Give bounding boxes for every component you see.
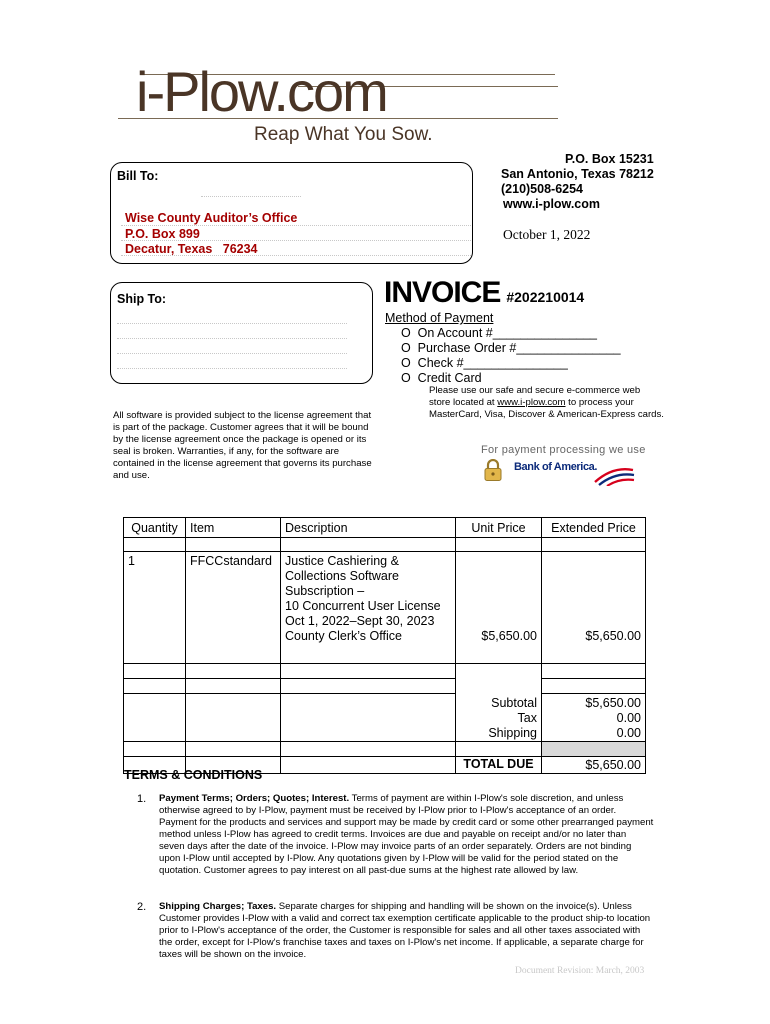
- table-header-row: [124, 518, 646, 538]
- bill-to-box: [110, 162, 473, 264]
- ship-to-box: [110, 282, 373, 384]
- ecommerce-text-end: to process your MasterCard, Visa, Discover & American-Express cards.: [429, 397, 664, 420]
- subtotal-value: $5,650.00: [585, 696, 641, 710]
- payment-option-check: O Check #_______________: [401, 356, 568, 370]
- payment-option-credit-card: O Credit Card: [401, 371, 482, 385]
- company-website: www.i-plow.com: [503, 197, 600, 211]
- company-address: [501, 152, 671, 212]
- header-extended-price: Extended Price: [542, 518, 646, 538]
- company-logo: [118, 62, 558, 157]
- totals-row: [124, 694, 646, 742]
- description-line: Subscription –: [285, 584, 365, 598]
- payment-processing-label: For payment processing we use: [481, 444, 646, 456]
- row-quantity: 1: [124, 552, 186, 664]
- bill-to-label: Bill To:: [117, 169, 159, 183]
- payment-methods: [385, 311, 621, 386]
- row-extended-price: $5,650.00: [542, 552, 646, 664]
- invoice-heading: [384, 276, 584, 310]
- header-item: Item: [186, 518, 281, 538]
- subtotal-label: Subtotal: [491, 695, 537, 710]
- table-row: [124, 552, 646, 664]
- company-city: San Antonio, Texas 78212: [501, 167, 654, 181]
- header-unit-price: Unit Price: [456, 518, 542, 538]
- document-revision: Document Revision: March, 2003: [515, 966, 645, 976]
- row-description: [281, 552, 456, 664]
- ship-to-label: Ship To:: [117, 292, 167, 306]
- term-item: [137, 901, 654, 961]
- bank-of-america-logo: [481, 456, 636, 486]
- company-phone: (210)508-6254: [501, 182, 584, 196]
- term-number: 2.: [137, 901, 147, 913]
- ecommerce-text: Please use our safe and secure e-commerce web store located at: [429, 385, 641, 408]
- company-po-box: P.O. Box 15231: [565, 152, 654, 166]
- logo-wordmark: i-Plow.com: [136, 60, 387, 123]
- invoice-items-table: [123, 517, 646, 774]
- bank-flag-icon: [593, 466, 635, 486]
- row-unit-price: $5,650.00: [456, 552, 542, 664]
- shipping-label: Shipping: [488, 725, 537, 740]
- invoice-number: #202210014: [506, 289, 585, 305]
- bill-to-line: Wise County Auditor’s Office: [125, 211, 298, 225]
- bill-to-line: P.O. Box 899: [125, 226, 200, 241]
- description-line: 10 Concurrent User License: [285, 599, 441, 613]
- shipping-value: 0.00: [616, 726, 641, 740]
- total-due-value: $5,650.00: [542, 757, 646, 774]
- term-body: Separate charges for shipping and handling will be shown on the invoice(s). Unless Customer provides I-Plow with a valid and correct tax exemption certificate applicable to the product ship-to location prior to I-Plow's acceptance of the order, the Customer is responsible for sales and all other taxes associated with the order, except for I-Plow's franchise taxes and taxes on I-Plow's net income. If applicable, a separate charge for taxes will be shown on the invoice.: [159, 901, 651, 960]
- description-line: Oct 1, 2022–Sept 30, 2023: [285, 614, 435, 628]
- invoice-title: INVOICE: [384, 276, 501, 309]
- terms-title: TERMS & CONDITIONS: [124, 768, 263, 782]
- term-heading: Payment Terms; Orders; Quotes; Interest.: [159, 793, 350, 804]
- table-empty-row: [124, 679, 646, 694]
- totals-values: [542, 694, 646, 742]
- tax-label: Tax: [517, 710, 537, 725]
- header-quantity: Quantity: [124, 518, 186, 538]
- description-line: County Clerk’s Office: [285, 629, 402, 643]
- term-number: 1.: [137, 793, 147, 805]
- ecommerce-note: [429, 385, 664, 421]
- totals-labels: [456, 694, 542, 742]
- description-line: Collections Software: [285, 569, 399, 583]
- logo-tagline: Reap What You Sow.: [254, 124, 433, 145]
- bank-name: Bank of America.: [514, 461, 598, 473]
- bill-to-line: Decatur, Texas 76234: [125, 242, 258, 256]
- license-note: All software is provided subject to the license agreement that is part of the package. Customer agrees that it will be bound by the license agreement once the package is opened or its seal is broken. Warranties, if any, for the software are contained in the license agreement that governs its purchase and use.: [113, 410, 372, 481]
- table-empty-row: [124, 742, 646, 757]
- payment-option-on-account: O On Account #_______________: [401, 326, 597, 340]
- padlock-icon: [483, 459, 503, 481]
- payment-header: Method of Payment: [385, 311, 494, 325]
- invoice-date: October 1, 2022: [503, 227, 591, 242]
- total-due-label: TOTAL DUE: [456, 757, 542, 774]
- term-heading: Shipping Charges; Taxes.: [159, 901, 277, 912]
- header-description: Description: [281, 518, 456, 538]
- row-item: FFCCstandard: [186, 552, 281, 664]
- description-line: Justice Cashiering &: [285, 554, 399, 568]
- table-spacer-row: [124, 538, 646, 552]
- payment-option-purchase-order: O Purchase Order #_______________: [401, 341, 621, 355]
- term-body: Terms of payment are within I-Plow's sole discretion, and unless otherwise agreed to by I-Plow, payment must be received by I-Plow prior to I-Plow's acceptance of an order. Payment for the products and services and support may be made by credit card or some other prearranged payment method unless I-Plow has agreed to credit terms. Invoices are due and payable on receipt and/or no later than seven days after the date of the invoice. I-Plow may invoice parts of an order separately. Orders are not binding upon I-Plow until accepted by I-Plow. Any quotations given by I-Plow will be valid for the period stated on the quotation. Customer agrees to pay interest on all past-due sums at the highest rate allowed by law.: [159, 793, 654, 876]
- tax-value: 0.00: [616, 711, 641, 725]
- term-item: [137, 793, 654, 877]
- table-empty-row: [124, 664, 646, 679]
- ecommerce-link[interactable]: www.i-plow.com: [497, 397, 566, 408]
- bill-to-address: [125, 211, 297, 258]
